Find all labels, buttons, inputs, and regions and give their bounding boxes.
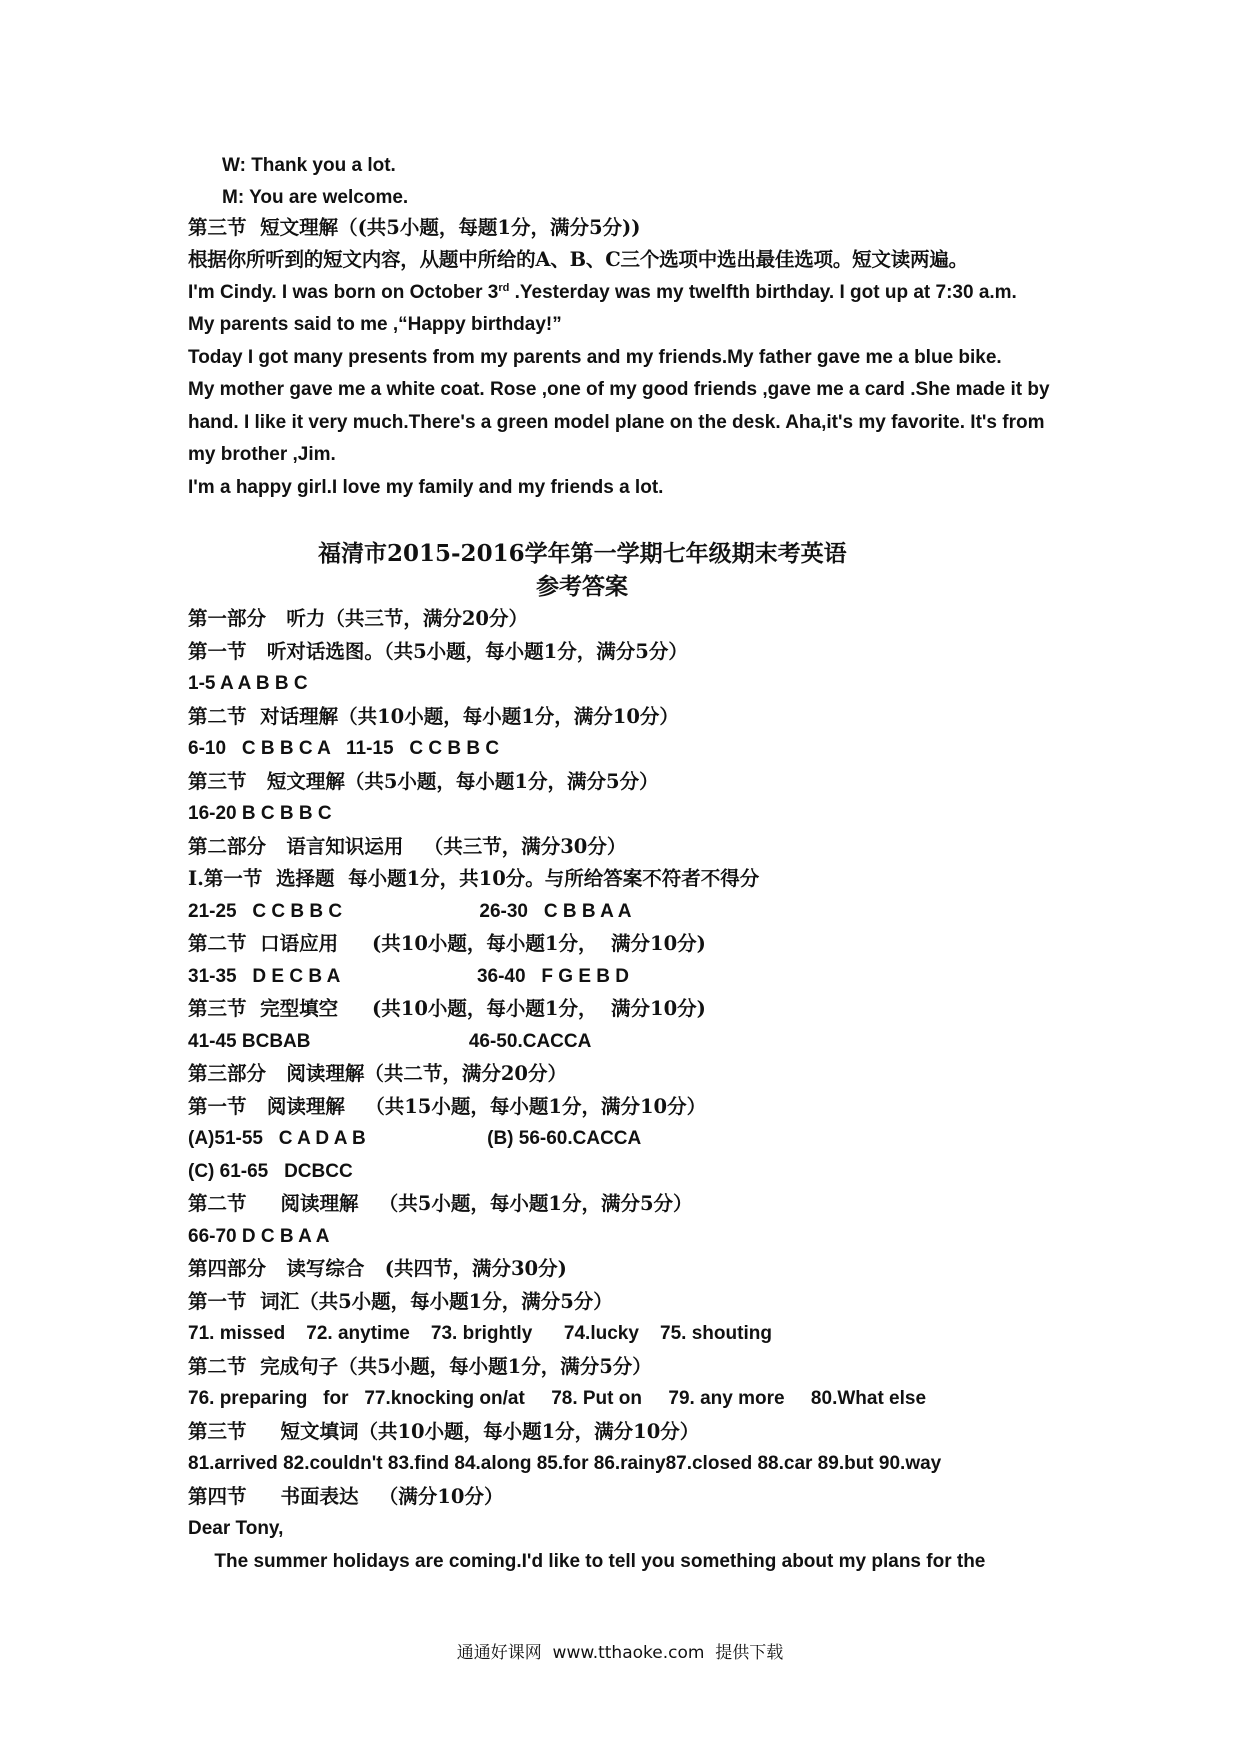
dialog-line-m: M: You are welcome. (222, 187, 409, 208)
answer-key-subtitle: 参考答案 (536, 573, 628, 600)
answer-line: 31-35 D E C B A 36-40 F G E B D (188, 966, 629, 987)
answer-line: (C) 61-65 DCBCC (188, 1161, 353, 1182)
answer-line: 21-25 C C B B C 26-30 C B B A A (188, 901, 632, 922)
answer-line: 第三节 短文填词（共10小题，每小题1分，满分10分） (188, 1420, 700, 1443)
answer-line: 第三节 完型填空 (共10小题，每小题1分， 满分10分) (188, 997, 706, 1020)
answer-line: (A)51-55 C A D A B (B) 56-60.CACCA (188, 1128, 642, 1149)
answer-line: 第二节 对话理解（共10小题，每小题1分，满分10分） (188, 705, 679, 728)
instruction-text: 根据你所听到的短文内容，从题中所给的A、B、C三个选项中选出最佳选项。短文读两遍。 (188, 248, 968, 271)
answer-line: 第一部分 听力（共三节，满分20分） (188, 607, 529, 630)
answer-line: 第二部分 语言知识运用 （共三节，满分30分） (188, 835, 627, 858)
answer-line: 第三节 短文理解（共5小题，每小题1分，满分5分） (188, 770, 659, 793)
answer-line: Ⅰ.第一节 选择题 每小题1分，共10分。与所给答案不符者不得分 (188, 867, 760, 890)
answer-line: 第三部分 阅读理解（共二节，满分20分） (188, 1062, 568, 1085)
answer-line: 6-10 C B B C A 11-15 C C B B C (188, 738, 500, 759)
answer-line: 76. preparing for 77.knocking on/at 78. Put on 79. any more 80.What else (188, 1388, 927, 1409)
answer-line: 第一节 阅读理解 （共15小题，每小题1分，满分10分） (188, 1095, 707, 1118)
page-footer: 通通好课网 www.tthaoke.com 提供下载 (456, 1643, 784, 1663)
answer-line: 第二节 口语应用 (共10小题，每小题1分， 满分10分) (188, 932, 706, 955)
section-heading: 第三节 短文理解（(共5小题，每题1分，满分5分)) (188, 216, 641, 239)
letter-salutation: Dear Tony, (188, 1518, 284, 1539)
answer-line: 第二节 阅读理解 （共5小题，每小题1分，满分5分） (188, 1192, 693, 1215)
passage-line-1: I'm Cindy. I was born on October 3rd .Yesterday was my twelfth birthday. I got up at 7:30 a.m. (188, 282, 1017, 303)
passage-line-2: My parents said to me ,“Happy birthday!” (188, 314, 562, 335)
dialog-line-w: W: Thank you a lot. (222, 155, 396, 176)
answer-line: 41-45 BCBAB 46-50.CACCA (188, 1031, 592, 1052)
answer-key-title: 福清市2015-2016学年第一学期七年级期末考英语 (318, 540, 847, 567)
answer-line: 1-5 A A B B C (188, 673, 308, 694)
passage-line-5: hand. I like it very much.There's a green model plane on the desk. Aha,it's my favorite. It's from (188, 412, 1045, 433)
passage-line-7: I'm a happy girl.I love my family and my friends a lot. (188, 477, 664, 498)
letter-body-line: The summer holidays are coming.I'd like to tell you something about my plans for the (188, 1551, 986, 1572)
answer-line: 16-20 B C B B C (188, 803, 332, 824)
answer-line: 第四部分 读写综合 (共四节，满分30分) (188, 1257, 567, 1280)
answer-line: 第二节 完成句子（共5小题，每小题1分，满分5分） (188, 1355, 652, 1378)
answer-line: 第一节 词汇（共5小题，每小题1分，满分5分） (188, 1290, 613, 1313)
passage-line-3: Today I got many presents from my parents and my friends.My father gave me a blue bike. (188, 347, 1002, 368)
answer-line: 第四节 书面表达 （满分10分） (188, 1485, 504, 1508)
answer-line: 81.arrived 82.couldn't 83.find 84.along 85.for 86.rainy87.closed 88.car 89.but 90.way (188, 1453, 942, 1474)
answer-line: 71. missed 72. anytime 73. brightly 74.lucky 75. shouting (188, 1323, 772, 1344)
passage-line-4: My mother gave me a white coat. Rose ,one of my good friends ,gave me a card .She made it by (188, 379, 1050, 400)
answer-line: 66-70 D C B A A (188, 1226, 330, 1247)
answer-line: 第一节 听对话选图。（共5小题，每小题1分，满分5分） (188, 640, 688, 663)
passage-line-6: my brother ,Jim. (188, 444, 336, 465)
